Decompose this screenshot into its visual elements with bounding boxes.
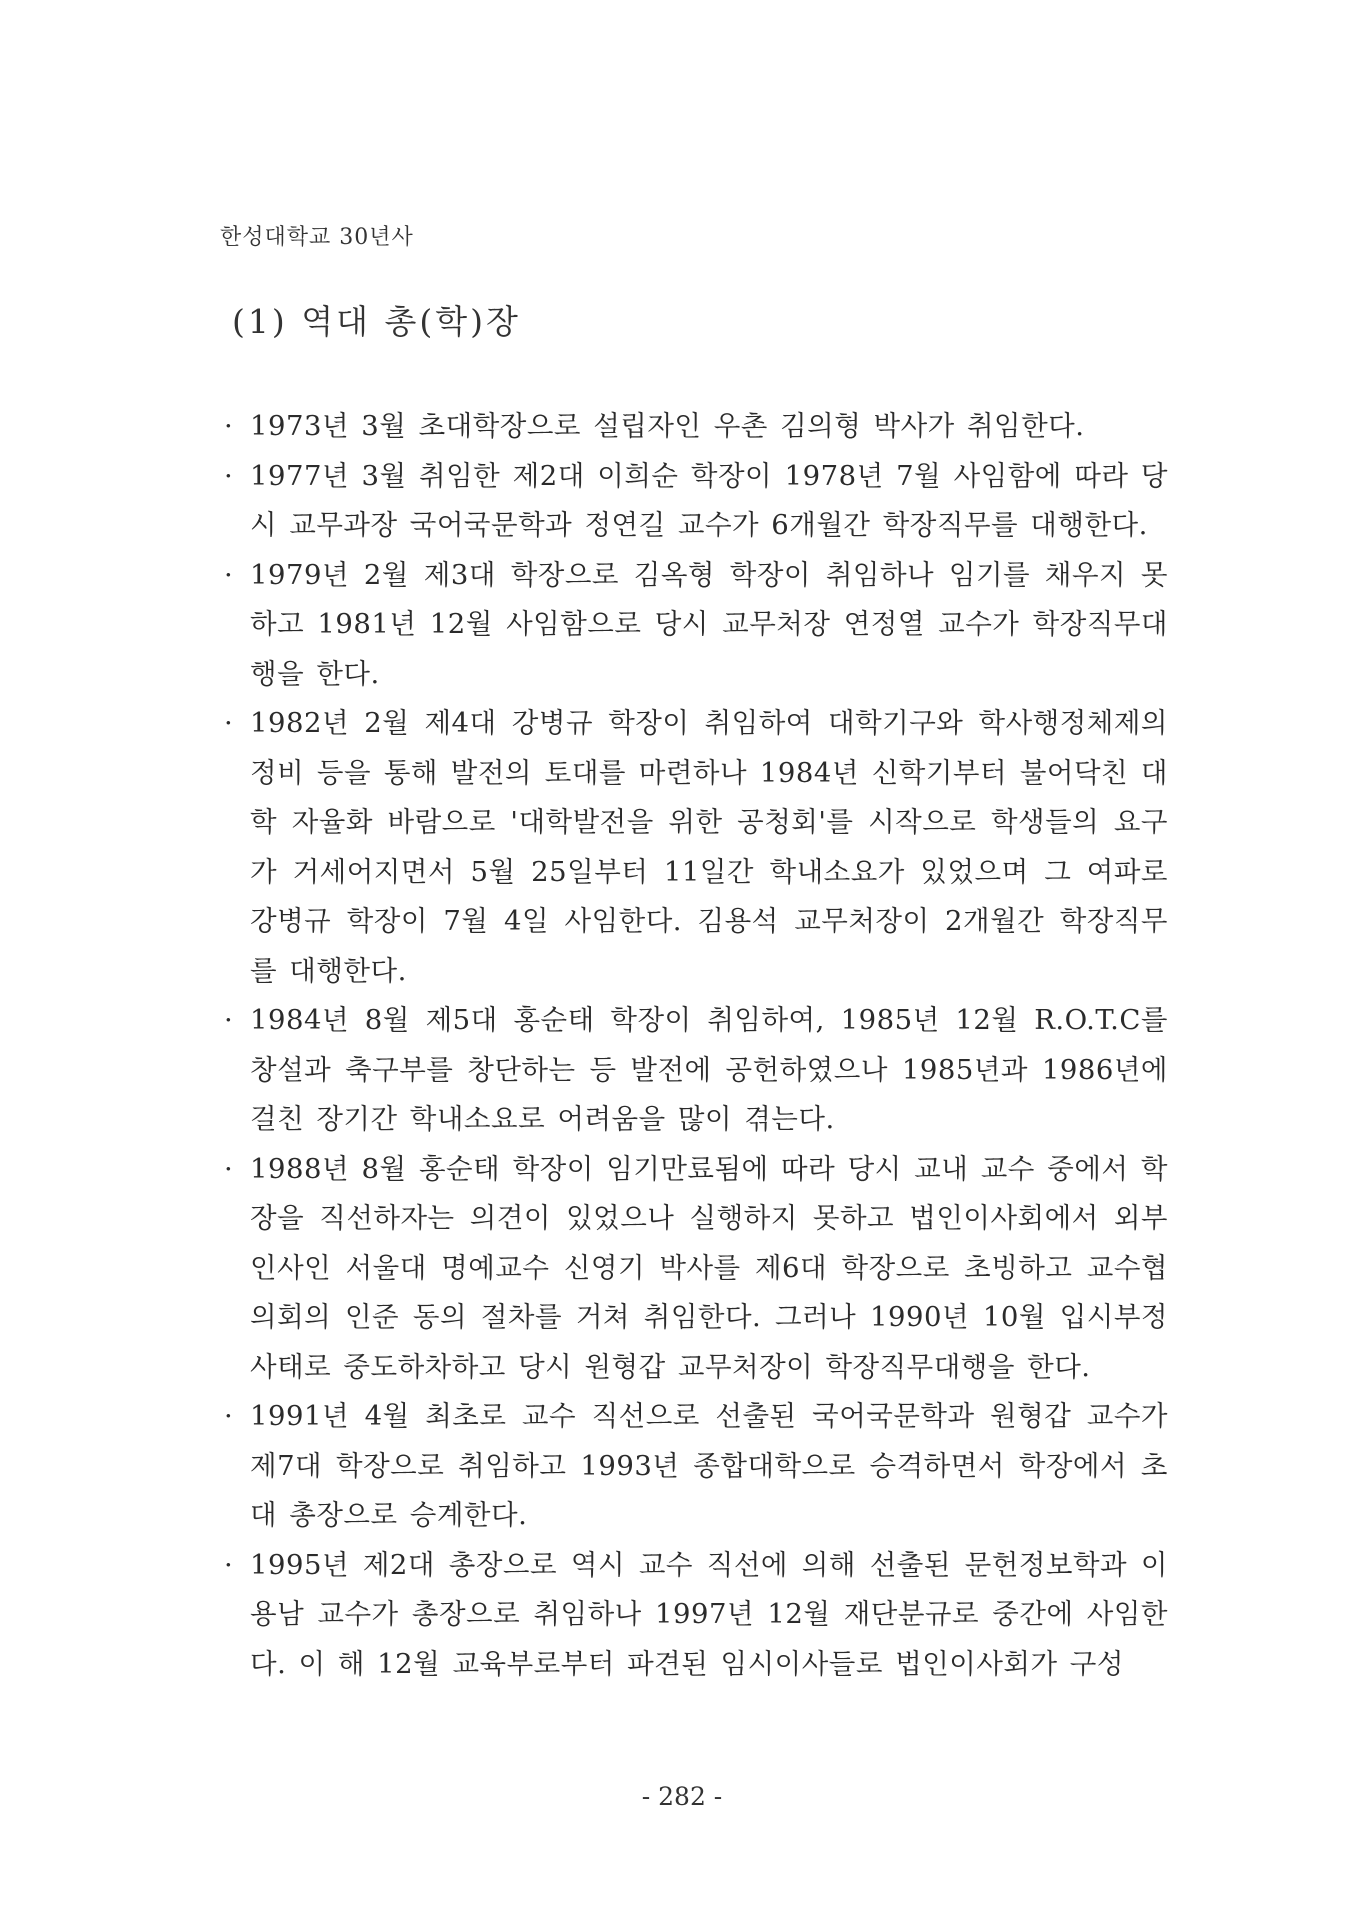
paragraph-text: 1984년 8월 제5대 홍순태 학장이 취임하여, 1985년 12월 R.O.T.C를 창설과 축구부를 창단하는 등 발전에 공헌하였으나 1985년과 1986년에 걸친 장기간 학내소요로 어려움을 많이 겪는다.	[250, 1004, 1168, 1135]
paragraph-text: 1977년 3월 취임한 제2대 이희순 학장이 1978년 7월 사임함에 따라 당시 교무과장 국어국문학과 정연길 교수가 6개월간 학장직무를 대행한다.	[250, 459, 1168, 541]
list-item	[222, 551, 1168, 700]
bullet-icon: ·	[224, 1400, 234, 1432]
paragraph-text: 1982년 2월 제4대 강병규 학장이 취임하여 대학기구와 학사행정체제의 정비 등을 통해 발전의 토대를 마련하나 1984년 신학기부터 불어닥친 대학 자율화 바람으로 '대학발전을 위한 공청회'를 시작으로 학생들의 요구가 거세어지면서 5월 25일부터 11일간 학내소요가 있었으며 그 여파로 강병규 학장이 7월 4일 사임한다. 김용석 교무처장이 2개월간 학장직무를 대행한다.	[250, 707, 1168, 987]
president-history-list	[222, 402, 1168, 1689]
bullet-icon: ·	[224, 707, 234, 739]
list-item	[222, 1392, 1168, 1541]
list-item	[222, 996, 1168, 1145]
list-item	[222, 452, 1168, 551]
list-item	[222, 1541, 1168, 1690]
paragraph-text: 1991년 4월 최초로 교수 직선으로 선출된 국어국문학과 원형갑 교수가 제7대 학장으로 취임하고 1993년 종합대학으로 승격하면서 학장에서 초대 총장으로 승계한다.	[250, 1400, 1168, 1531]
page-number: - 282 -	[641, 1782, 723, 1811]
bullet-icon: ·	[224, 459, 234, 492]
bullet-icon: ·	[224, 1004, 234, 1036]
list-item	[222, 1145, 1168, 1393]
paragraph-text: 1988년 8월 홍순태 학장이 임기만료됨에 따라 당시 교내 교수 중에서 학장을 직선하자는 의견이 있었으나 실행하지 못하고 법인이사회에서 외부인사인 서울대 명예교수 신영기 박사를 제6대 학장으로 초빙하고 교수협의회의 인준 동의 절차를 거쳐 취임한다. 그러나 1990년 10월 입시부정사태로 중도하차하고 당시 원형갑 교무처장이 학장직무대행을 한다.	[250, 1152, 1168, 1383]
list-item	[222, 402, 1168, 452]
bullet-icon: ·	[224, 558, 234, 591]
paragraph-text: 1995년 제2대 총장으로 역시 교수 직선에 의해 선출된 문헌정보학과 이용남 교수가 총장으로 취임하나 1997년 12월 재단분규로 중간에 사임한다. 이 해 12월 교육부로부터 파견된 임시이사들로 법인이사회가 구성	[250, 1548, 1168, 1680]
bullet-icon: ·	[224, 1152, 234, 1185]
bullet-icon: ·	[224, 1548, 234, 1581]
running-header: 한성대학교 30년사	[220, 225, 414, 250]
paragraph-text: 1973년 3월 초대학장으로 설립자인 우촌 김의형 박사가 취임한다.	[250, 410, 1085, 442]
section-title: (1) 역대 총(학)장	[232, 302, 521, 341]
bullet-icon: ·	[224, 410, 234, 442]
list-item	[222, 699, 1168, 996]
paragraph-text: 1979년 2월 제3대 학장으로 김옥형 학장이 취임하나 임기를 채우지 못하고 1981년 12월 사임함으로 당시 교무처장 연정열 교수가 학장직무대행을 한다.	[250, 558, 1168, 690]
